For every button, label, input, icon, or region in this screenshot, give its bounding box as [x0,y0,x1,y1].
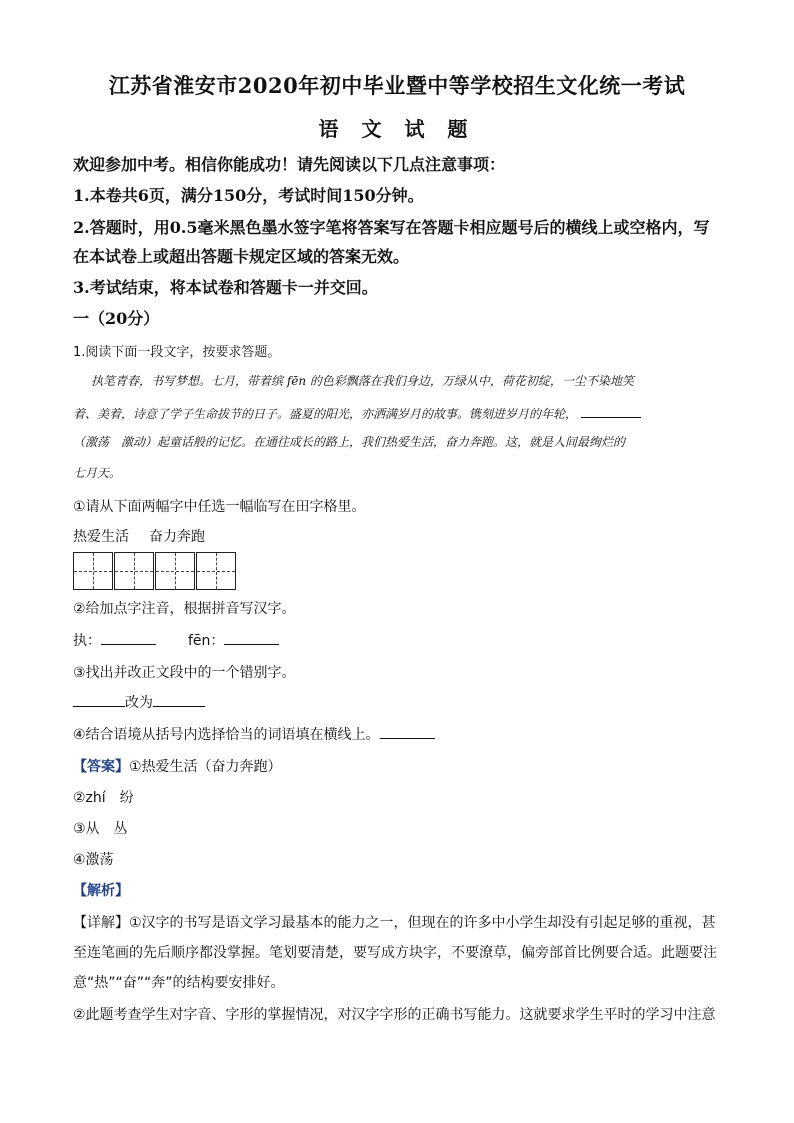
notice-item-2b: 在本试卷上或超出答题卡规定区域的答案无效。 [73,247,410,266]
copy-option-1: 热爱生活 [73,529,129,545]
analysis-line-2: 至连笔画的先后顺序都没掌握。笔划要清楚，要写成方块字，不要潦草，偏旁部首比例要合适。此题要注 [73,945,717,961]
copy-options [73,526,205,546]
answer-line-1 [73,756,282,776]
pinyin-answers [73,630,279,650]
fen-label: fēn： [188,633,225,649]
copy-option-2: 奋力奔跑 [149,529,205,545]
fen-blank[interactable] [224,630,279,645]
change-to-label: 改为 [125,695,153,711]
question-1-prompt: 1.阅读下面一段文字，按要求答题。 [73,345,281,360]
notice-item-2a: 2.答题时，用0.5毫米黑色墨水签字笔将答案写在答题卡相应题号后的横线上或空格内，写 [73,218,710,237]
answer-4: ④激荡 [73,852,114,868]
analysis-tag: 【解析】 [73,883,129,899]
sub-question-1: ①请从下面两幅字中任选一幅临写在田字格里。 [73,499,366,515]
tianzige-grid [73,552,237,590]
passage-line-2 [73,403,641,422]
zhi-blank[interactable] [101,630,156,645]
sub-question-4-text: ④结合语境从括号内选择恰当的词语填在横线上。 [73,727,380,743]
notice-item-3: 3.考试结束，将本试卷和答题卡一并交回。 [73,278,378,297]
analysis-line-3: 意“热”“奋”“奔”的结构要安排好。 [73,975,285,991]
tianzige-cell[interactable] [73,552,113,590]
notice-item-1: 1.本卷共6页，满分150分，考试时间150分钟。 [73,186,424,205]
passage-line-2-text: 着、美着，诗意了学子生命拔节的日子。盛夏的阳光，亦洒满岁月的故事。镌刻进岁月的年轮， [73,407,578,421]
word-choice-blank[interactable] [380,724,435,739]
notice-intro: 欢迎参加中考。相信你能成功！请先阅读以下几点注意事项： [73,155,506,174]
zhi-label: 执： [73,633,101,649]
tianzige-cell[interactable] [114,552,154,590]
correct-char-blank[interactable] [153,692,205,707]
answer-2: ②zhí 纷 [73,790,134,806]
exam-title: 江苏省淮安市2020年初中毕业暨中等学校招生文化统一考试 [108,73,686,98]
sub-question-4 [73,724,435,744]
wrong-char-blank[interactable] [73,692,125,707]
passage-line-3: （激荡 激动）起童话般的记忆。在通往成长的路上，我们热爱生活，奋力奔跑。这，就是人间最绚烂的 [73,435,626,449]
tianzige-cell[interactable] [196,552,236,590]
passage-line-4: 七月天。 [73,466,122,480]
section-label: 一（20分） [73,309,160,328]
tianzige-cell[interactable] [155,552,195,590]
sub-question-3: ③找出并改正文段中的一个错别字。 [73,665,296,681]
answer-tag: 【答案】 [73,759,129,775]
passage-blank[interactable] [581,403,641,418]
correction-line [73,692,205,712]
exam-subtitle: 语 文 试 题 [318,117,476,141]
passage-line-1: 执笔青春，书写梦想。七月，带着缤 fēn 的色彩飘落在我们身边，万绿从中，荷花初绽，一尘不染地笑 [91,374,634,388]
answer-1: ①热爱生活（奋力奔跑） [129,759,282,775]
analysis-line-1: 【详解】①汉字的书写是语文学习最基本的能力之一，但现在的许多中小学生却没有引起足够的重视，甚 [73,915,716,931]
analysis-line-4: ②此题考查学生对字音、字形的掌握情况，对汉字字形的正确书写能力。这就要求学生平时的学习中注意 [73,1007,716,1023]
answer-3: ③从 丛 [73,821,128,837]
sub-question-2: ②给加点字注音，根据拼音写汉字。 [73,601,296,617]
